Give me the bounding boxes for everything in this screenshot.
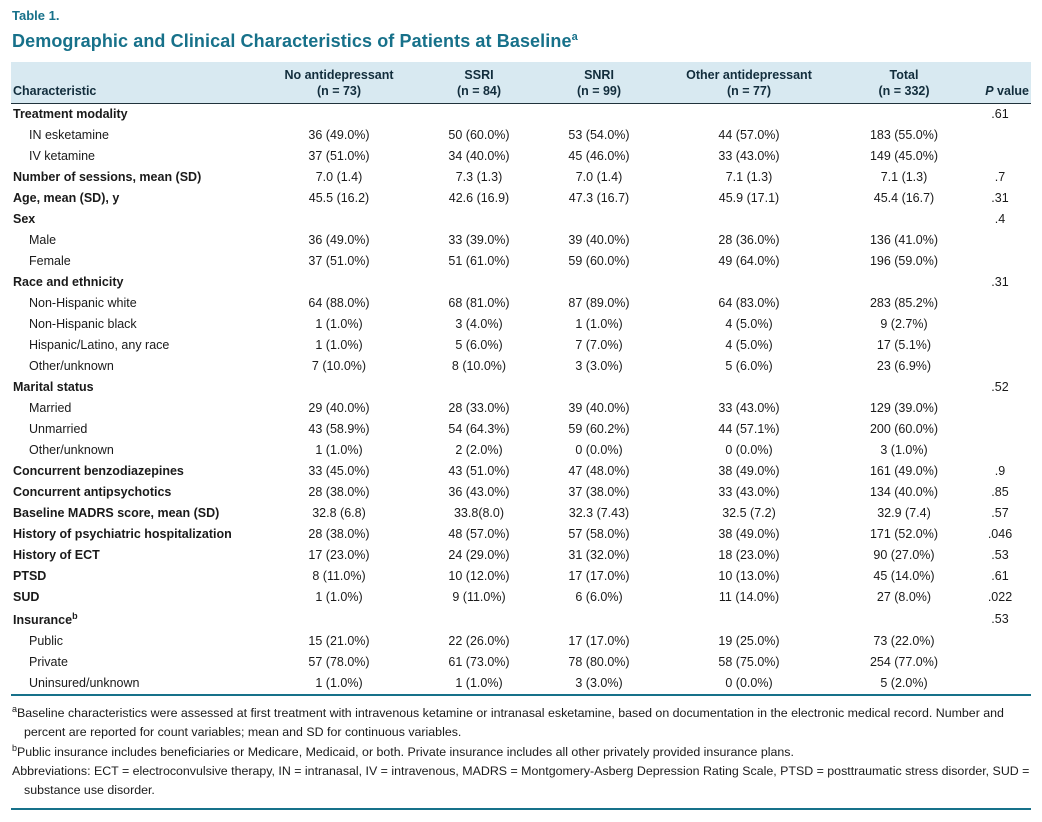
table-header bbox=[11, 62, 1031, 104]
value-cell: 28 (33.0%) bbox=[448, 401, 510, 416]
row-label-cell: SUD bbox=[13, 590, 40, 605]
row-label-cell: Unmarried bbox=[29, 422, 88, 437]
p-value-cell bbox=[969, 356, 1031, 377]
table-row bbox=[11, 503, 1031, 524]
value-cell bbox=[539, 377, 659, 398]
table-row bbox=[11, 673, 1031, 695]
value-cell: 32.9 (7.4) bbox=[877, 506, 931, 521]
footnote: Abbreviations: ECT = electroconvulsive therapy, IN = intranasal, IV = intravenous, MADRS = Montgomery-Asberg Depression Rating Scale, PTSD = posttraumatic stress disorder, SUD = substance use disorder. bbox=[12, 764, 1030, 798]
row-label-cell: Hispanic/Latino, any race bbox=[29, 338, 170, 353]
value-cell bbox=[539, 104, 659, 126]
table-row bbox=[11, 482, 1031, 503]
value-cell: 36 (43.0%) bbox=[448, 485, 510, 500]
table-row bbox=[11, 230, 1031, 251]
value-cell: 283 (85.2%) bbox=[869, 296, 939, 311]
value-cell: 61 (73.0%) bbox=[448, 655, 510, 670]
value-cell: 3 (3.0%) bbox=[575, 359, 623, 374]
value-cell: 3 (3.0%) bbox=[539, 673, 659, 695]
p-value-cell bbox=[969, 146, 1031, 167]
value-cell: 48 (57.0%) bbox=[448, 527, 510, 542]
value-cell: 59 (60.0%) bbox=[568, 254, 630, 269]
value-cell: 5 (6.0%) bbox=[455, 338, 503, 353]
column-header-label: Other antidepressant bbox=[686, 68, 812, 82]
value-cell: 17 (23.0%) bbox=[308, 548, 370, 563]
value-cell bbox=[419, 272, 539, 293]
column-header-n: (n = 77) bbox=[726, 83, 772, 98]
value-cell: 68 (81.0%) bbox=[448, 296, 510, 311]
value-cell: 5 (2.0%) bbox=[839, 673, 969, 695]
value-cell: 7.3 (1.3) bbox=[455, 170, 503, 185]
value-cell: 4 (5.0%) bbox=[725, 338, 773, 353]
value-cell: 0 (0.0%) bbox=[725, 443, 773, 458]
row-label-cell: Public bbox=[29, 634, 64, 649]
column-header-n: (n = 99) bbox=[576, 83, 622, 98]
footnote: $^a$Baseline characteristics were assessed at first treatment with intravenous ketamine or intranasal esketamine, based on documentation in the electronic medical record. Number and percent are reported for count variables; mean and SD for continuous variables. bbox=[12, 704, 1004, 740]
row-label-cell: History of ECT bbox=[13, 548, 100, 563]
p-value-cell bbox=[969, 293, 1031, 314]
value-cell bbox=[839, 377, 969, 398]
value-cell: 8 (11.0%) bbox=[312, 569, 366, 584]
table-row bbox=[11, 314, 1031, 335]
table-row bbox=[11, 608, 1031, 631]
column-header-group bbox=[259, 62, 419, 104]
value-cell: 17 (17.0%) bbox=[568, 569, 630, 584]
p-value-cell: .53 bbox=[991, 612, 1009, 627]
value-cell: 171 (52.0%) bbox=[869, 527, 939, 542]
p-value-cell: .31 bbox=[991, 275, 1009, 290]
value-cell: 87 (89.0%) bbox=[568, 296, 630, 311]
value-cell: 1 (1.0%) bbox=[259, 673, 419, 695]
row-label-cell: History of psychiatric hospitalization bbox=[13, 527, 232, 542]
p-value-cell: .53 bbox=[991, 548, 1009, 563]
value-cell: 45.5 (16.2) bbox=[308, 191, 370, 206]
value-cell: 15 (21.0%) bbox=[308, 634, 370, 649]
column-header-group bbox=[659, 62, 839, 104]
value-cell: 0 (0.0%) bbox=[659, 673, 839, 695]
p-value-cell: .4 bbox=[994, 212, 1006, 227]
table-row bbox=[11, 356, 1031, 377]
value-cell: 7 (10.0%) bbox=[311, 359, 367, 374]
p-value-cell: .046 bbox=[987, 527, 1013, 542]
value-cell: 22 (26.0%) bbox=[448, 634, 510, 649]
p-value-cell bbox=[969, 398, 1031, 419]
p-value-cell: .61 bbox=[991, 569, 1009, 584]
value-cell: 23 (6.9%) bbox=[876, 359, 932, 374]
p-value-cell: .9 bbox=[994, 464, 1006, 479]
column-header-characteristic: Characteristic bbox=[11, 62, 259, 104]
row-label-cell: Race and ethnicity bbox=[13, 275, 124, 290]
value-cell: 136 (41.0%) bbox=[869, 233, 939, 248]
baseline-characteristics-table bbox=[11, 62, 1031, 696]
value-cell bbox=[419, 377, 539, 398]
value-cell: 33.8(8.0) bbox=[453, 506, 505, 521]
value-cell: 78 (80.0%) bbox=[568, 655, 630, 670]
value-cell: 47 (48.0%) bbox=[568, 464, 630, 479]
value-cell bbox=[659, 608, 839, 631]
value-cell: 27 (8.0%) bbox=[876, 590, 932, 605]
value-cell: 129 (39.0%) bbox=[869, 401, 939, 416]
value-cell: 161 (49.0%) bbox=[869, 464, 939, 479]
value-cell: 64 (88.0%) bbox=[308, 296, 370, 311]
column-header-label: SNRI bbox=[584, 68, 614, 82]
row-label-cell: Marital status bbox=[13, 380, 94, 395]
value-cell: 28 (38.0%) bbox=[308, 485, 370, 500]
value-cell: 3 (4.0%) bbox=[455, 317, 503, 332]
value-cell: 57 (78.0%) bbox=[308, 655, 370, 670]
value-cell: 11 (14.0%) bbox=[718, 590, 780, 605]
table-row bbox=[11, 104, 1031, 126]
table-row bbox=[11, 209, 1031, 230]
value-cell: 32.3 (7.43) bbox=[568, 506, 630, 521]
table-row bbox=[11, 377, 1031, 398]
value-cell: 38 (49.0%) bbox=[718, 464, 780, 479]
table-row bbox=[11, 524, 1031, 545]
column-header-label: Total bbox=[889, 68, 919, 82]
value-cell: 1 (1.0%) bbox=[315, 590, 363, 605]
table-row bbox=[11, 566, 1031, 587]
value-cell: 28 (36.0%) bbox=[718, 233, 780, 248]
p-value-cell: .85 bbox=[991, 485, 1009, 500]
value-cell: 33 (43.0%) bbox=[718, 401, 780, 416]
value-cell: 196 (59.0%) bbox=[869, 254, 939, 269]
value-cell: 254 (77.0%) bbox=[869, 655, 939, 670]
column-header-n: (n = 73) bbox=[316, 83, 362, 98]
table-row bbox=[11, 335, 1031, 356]
value-cell: 44 (57.1%) bbox=[718, 422, 780, 437]
value-cell: 18 (23.0%) bbox=[718, 548, 780, 563]
p-value-cell bbox=[969, 335, 1031, 356]
column-header-n: (n = 84) bbox=[456, 83, 502, 98]
value-cell: 39 (40.0%) bbox=[568, 401, 630, 416]
value-cell bbox=[839, 608, 969, 631]
value-cell: 31 (32.0%) bbox=[568, 548, 630, 563]
row-label-cell: Concurrent benzodiazepines bbox=[13, 464, 184, 479]
value-cell bbox=[539, 608, 659, 631]
value-cell: 54 (64.3%) bbox=[448, 422, 510, 437]
row-label-cell: IV ketamine bbox=[29, 149, 96, 164]
p-value-cell: .31 bbox=[991, 191, 1009, 206]
table-row bbox=[11, 125, 1031, 146]
value-cell: 50 (60.0%) bbox=[448, 128, 510, 143]
value-cell: 7 (7.0%) bbox=[575, 338, 623, 353]
table-row bbox=[11, 652, 1031, 673]
value-cell: 44 (57.0%) bbox=[718, 128, 780, 143]
footnote: $^b$Public insurance includes beneficiaries or Medicare, Medicaid, or both. Private insurance includes all other privately provided insurance plans. bbox=[12, 743, 794, 760]
value-cell: 38 (49.0%) bbox=[718, 527, 780, 542]
value-cell: 28 (38.0%) bbox=[308, 527, 370, 542]
value-cell: 9 (2.7%) bbox=[880, 317, 928, 332]
value-cell: 3 (1.0%) bbox=[880, 443, 928, 458]
value-cell: 29 (40.0%) bbox=[308, 401, 370, 416]
table-row bbox=[11, 293, 1031, 314]
value-cell: 6 (6.0%) bbox=[575, 590, 623, 605]
row-label-cell: Private bbox=[29, 655, 68, 670]
value-cell bbox=[839, 209, 969, 230]
value-cell: 33 (45.0%) bbox=[308, 464, 370, 479]
p-value-cell bbox=[969, 419, 1031, 440]
value-cell bbox=[419, 209, 539, 230]
value-cell: 51 (61.0%) bbox=[448, 254, 510, 269]
value-cell: 45.4 (16.7) bbox=[873, 191, 935, 206]
row-label-cell: Baseline MADRS score, mean (SD) bbox=[13, 506, 220, 521]
p-value-cell: .61 bbox=[991, 107, 1009, 122]
table-row bbox=[11, 419, 1031, 440]
table-row bbox=[11, 272, 1031, 293]
value-cell bbox=[259, 209, 419, 230]
value-cell: 45.9 (17.1) bbox=[718, 191, 780, 206]
value-cell: 7.0 (1.4) bbox=[575, 170, 623, 185]
value-cell: 53 (54.0%) bbox=[568, 128, 630, 143]
p-value-cell bbox=[969, 314, 1031, 335]
page-title bbox=[12, 31, 1031, 52]
value-cell: 1 (1.0%) bbox=[315, 443, 363, 458]
value-cell: 19 (25.0%) bbox=[718, 634, 780, 649]
value-cell: 59 (60.2%) bbox=[568, 422, 630, 437]
value-cell: 5 (6.0%) bbox=[725, 359, 773, 374]
value-cell: 7.1 (1.3) bbox=[880, 170, 928, 185]
value-cell: 134 (40.0%) bbox=[869, 485, 939, 500]
row-label-cell: Number of sessions, mean (SD) bbox=[13, 170, 202, 185]
value-cell: 36 (49.0%) bbox=[308, 233, 370, 248]
p-value-cell bbox=[969, 251, 1031, 272]
p-value-cell: .57 bbox=[991, 506, 1009, 521]
value-cell: 43 (51.0%) bbox=[448, 464, 510, 479]
footnotes bbox=[11, 696, 1031, 809]
value-cell: 36 (49.0%) bbox=[308, 128, 370, 143]
column-header-pvalue: P value bbox=[969, 62, 1031, 104]
value-cell bbox=[839, 272, 969, 293]
p-value-cell: .7 bbox=[994, 170, 1006, 185]
row-label-cell: Female bbox=[29, 254, 71, 269]
value-cell bbox=[419, 104, 539, 126]
value-cell: 9 (11.0%) bbox=[452, 590, 506, 605]
value-cell bbox=[419, 608, 539, 631]
value-cell: 64 (83.0%) bbox=[718, 296, 780, 311]
value-cell: 45 (46.0%) bbox=[568, 149, 630, 164]
value-cell: 10 (13.0%) bbox=[718, 569, 780, 584]
column-header-group bbox=[419, 62, 539, 104]
value-cell: 90 (27.0%) bbox=[873, 548, 935, 563]
row-label-cell: Male bbox=[29, 233, 57, 248]
value-cell bbox=[259, 377, 419, 398]
value-cell bbox=[259, 608, 419, 631]
value-cell: 33 (39.0%) bbox=[448, 233, 510, 248]
row-label-cell: IN esketamine bbox=[29, 128, 109, 143]
value-cell bbox=[659, 209, 839, 230]
table-row bbox=[11, 587, 1031, 608]
title-superscript: a bbox=[571, 31, 578, 43]
row-label-cell: Other/unknown bbox=[29, 443, 114, 458]
value-cell: 37 (38.0%) bbox=[568, 485, 630, 500]
row-label-cell: Insurance$^b$ bbox=[13, 611, 78, 628]
p-value-cell: .022 bbox=[987, 590, 1013, 605]
value-cell bbox=[659, 104, 839, 126]
value-cell: 2 (2.0%) bbox=[455, 443, 503, 458]
p-value-cell: .52 bbox=[991, 380, 1009, 395]
table-label: Table 1. bbox=[12, 8, 60, 23]
value-cell: 17 (5.1%) bbox=[876, 338, 932, 353]
value-cell: 1 (1.0%) bbox=[315, 317, 363, 332]
value-cell: 0 (0.0%) bbox=[575, 443, 623, 458]
row-label-cell: PTSD bbox=[13, 569, 47, 584]
row-label-cell: Uninsured/unknown bbox=[11, 673, 259, 695]
table-row bbox=[11, 440, 1031, 461]
value-cell bbox=[539, 209, 659, 230]
value-cell: 17 (17.0%) bbox=[568, 634, 630, 649]
value-cell: 33 (43.0%) bbox=[718, 149, 780, 164]
table-row bbox=[11, 188, 1031, 209]
table-row bbox=[11, 167, 1031, 188]
value-cell: 43 (58.9%) bbox=[308, 422, 370, 437]
value-cell bbox=[539, 272, 659, 293]
value-cell bbox=[259, 272, 419, 293]
row-label-cell: Non-Hispanic black bbox=[29, 317, 137, 332]
value-cell: 73 (22.0%) bbox=[873, 634, 935, 649]
table-row bbox=[11, 631, 1031, 652]
value-cell bbox=[659, 377, 839, 398]
value-cell: 33 (43.0%) bbox=[718, 485, 780, 500]
column-header-label: No antidepressant bbox=[284, 68, 394, 82]
column-header-n: (n = 332) bbox=[878, 83, 930, 98]
p-value-cell bbox=[969, 673, 1031, 695]
value-cell bbox=[659, 272, 839, 293]
value-cell: 39 (40.0%) bbox=[568, 233, 630, 248]
value-cell: 32.5 (7.2) bbox=[722, 506, 776, 521]
table-row bbox=[11, 398, 1031, 419]
value-cell: 200 (60.0%) bbox=[869, 422, 939, 437]
column-header-label: SSRI bbox=[464, 68, 494, 82]
row-label-cell: Sex bbox=[13, 212, 36, 227]
p-value-cell bbox=[969, 652, 1031, 673]
value-cell: 49 (64.0%) bbox=[718, 254, 780, 269]
value-cell: 58 (75.0%) bbox=[718, 655, 780, 670]
value-cell: 10 (12.0%) bbox=[448, 569, 510, 584]
table-row bbox=[11, 461, 1031, 482]
value-cell bbox=[259, 104, 419, 126]
value-cell bbox=[839, 104, 969, 126]
row-label-cell: Other/unknown bbox=[29, 359, 114, 374]
value-cell: 7.0 (1.4) bbox=[315, 170, 363, 185]
value-cell: 34 (40.0%) bbox=[448, 149, 510, 164]
value-cell: 1 (1.0%) bbox=[315, 338, 363, 353]
row-label-cell: Treatment modality bbox=[13, 107, 128, 122]
p-value-cell bbox=[969, 230, 1031, 251]
row-label-cell: Married bbox=[29, 401, 72, 416]
p-value-cell bbox=[969, 440, 1031, 461]
value-cell: 183 (55.0%) bbox=[869, 128, 939, 143]
value-cell: 37 (51.0%) bbox=[308, 254, 370, 269]
page-title-text: Demographic and Clinical Characteristics of Patients at Baseline bbox=[12, 31, 572, 51]
table-row bbox=[11, 146, 1031, 167]
table-body bbox=[11, 104, 1031, 696]
value-cell: 37 (51.0%) bbox=[308, 149, 370, 164]
value-cell: 8 (10.0%) bbox=[451, 359, 507, 374]
row-label-cell: Non-Hispanic white bbox=[29, 296, 137, 311]
row-label-cell: Concurrent antipsychotics bbox=[13, 485, 172, 500]
value-cell: 57 (58.0%) bbox=[568, 527, 630, 542]
table-row bbox=[11, 251, 1031, 272]
table-row bbox=[11, 545, 1031, 566]
value-cell: 47.3 (16.7) bbox=[568, 191, 630, 206]
p-value-cell bbox=[969, 125, 1031, 146]
value-cell: 32.8 (6.8) bbox=[312, 506, 366, 521]
p-value-cell bbox=[969, 631, 1031, 652]
value-cell: 149 (45.0%) bbox=[869, 149, 939, 164]
value-cell: 1 (1.0%) bbox=[575, 317, 623, 332]
column-header-group bbox=[839, 62, 969, 104]
row-label-cell: Age, mean (SD), y bbox=[13, 191, 120, 206]
value-cell: 7.1 (1.3) bbox=[725, 170, 773, 185]
value-cell: 1 (1.0%) bbox=[419, 673, 539, 695]
value-cell: 45 (14.0%) bbox=[873, 569, 935, 584]
value-cell: 4 (5.0%) bbox=[725, 317, 773, 332]
column-header-group bbox=[539, 62, 659, 104]
value-cell: 24 (29.0%) bbox=[448, 548, 510, 563]
value-cell: 42.6 (16.9) bbox=[448, 191, 510, 206]
table-header-row bbox=[11, 62, 1031, 104]
